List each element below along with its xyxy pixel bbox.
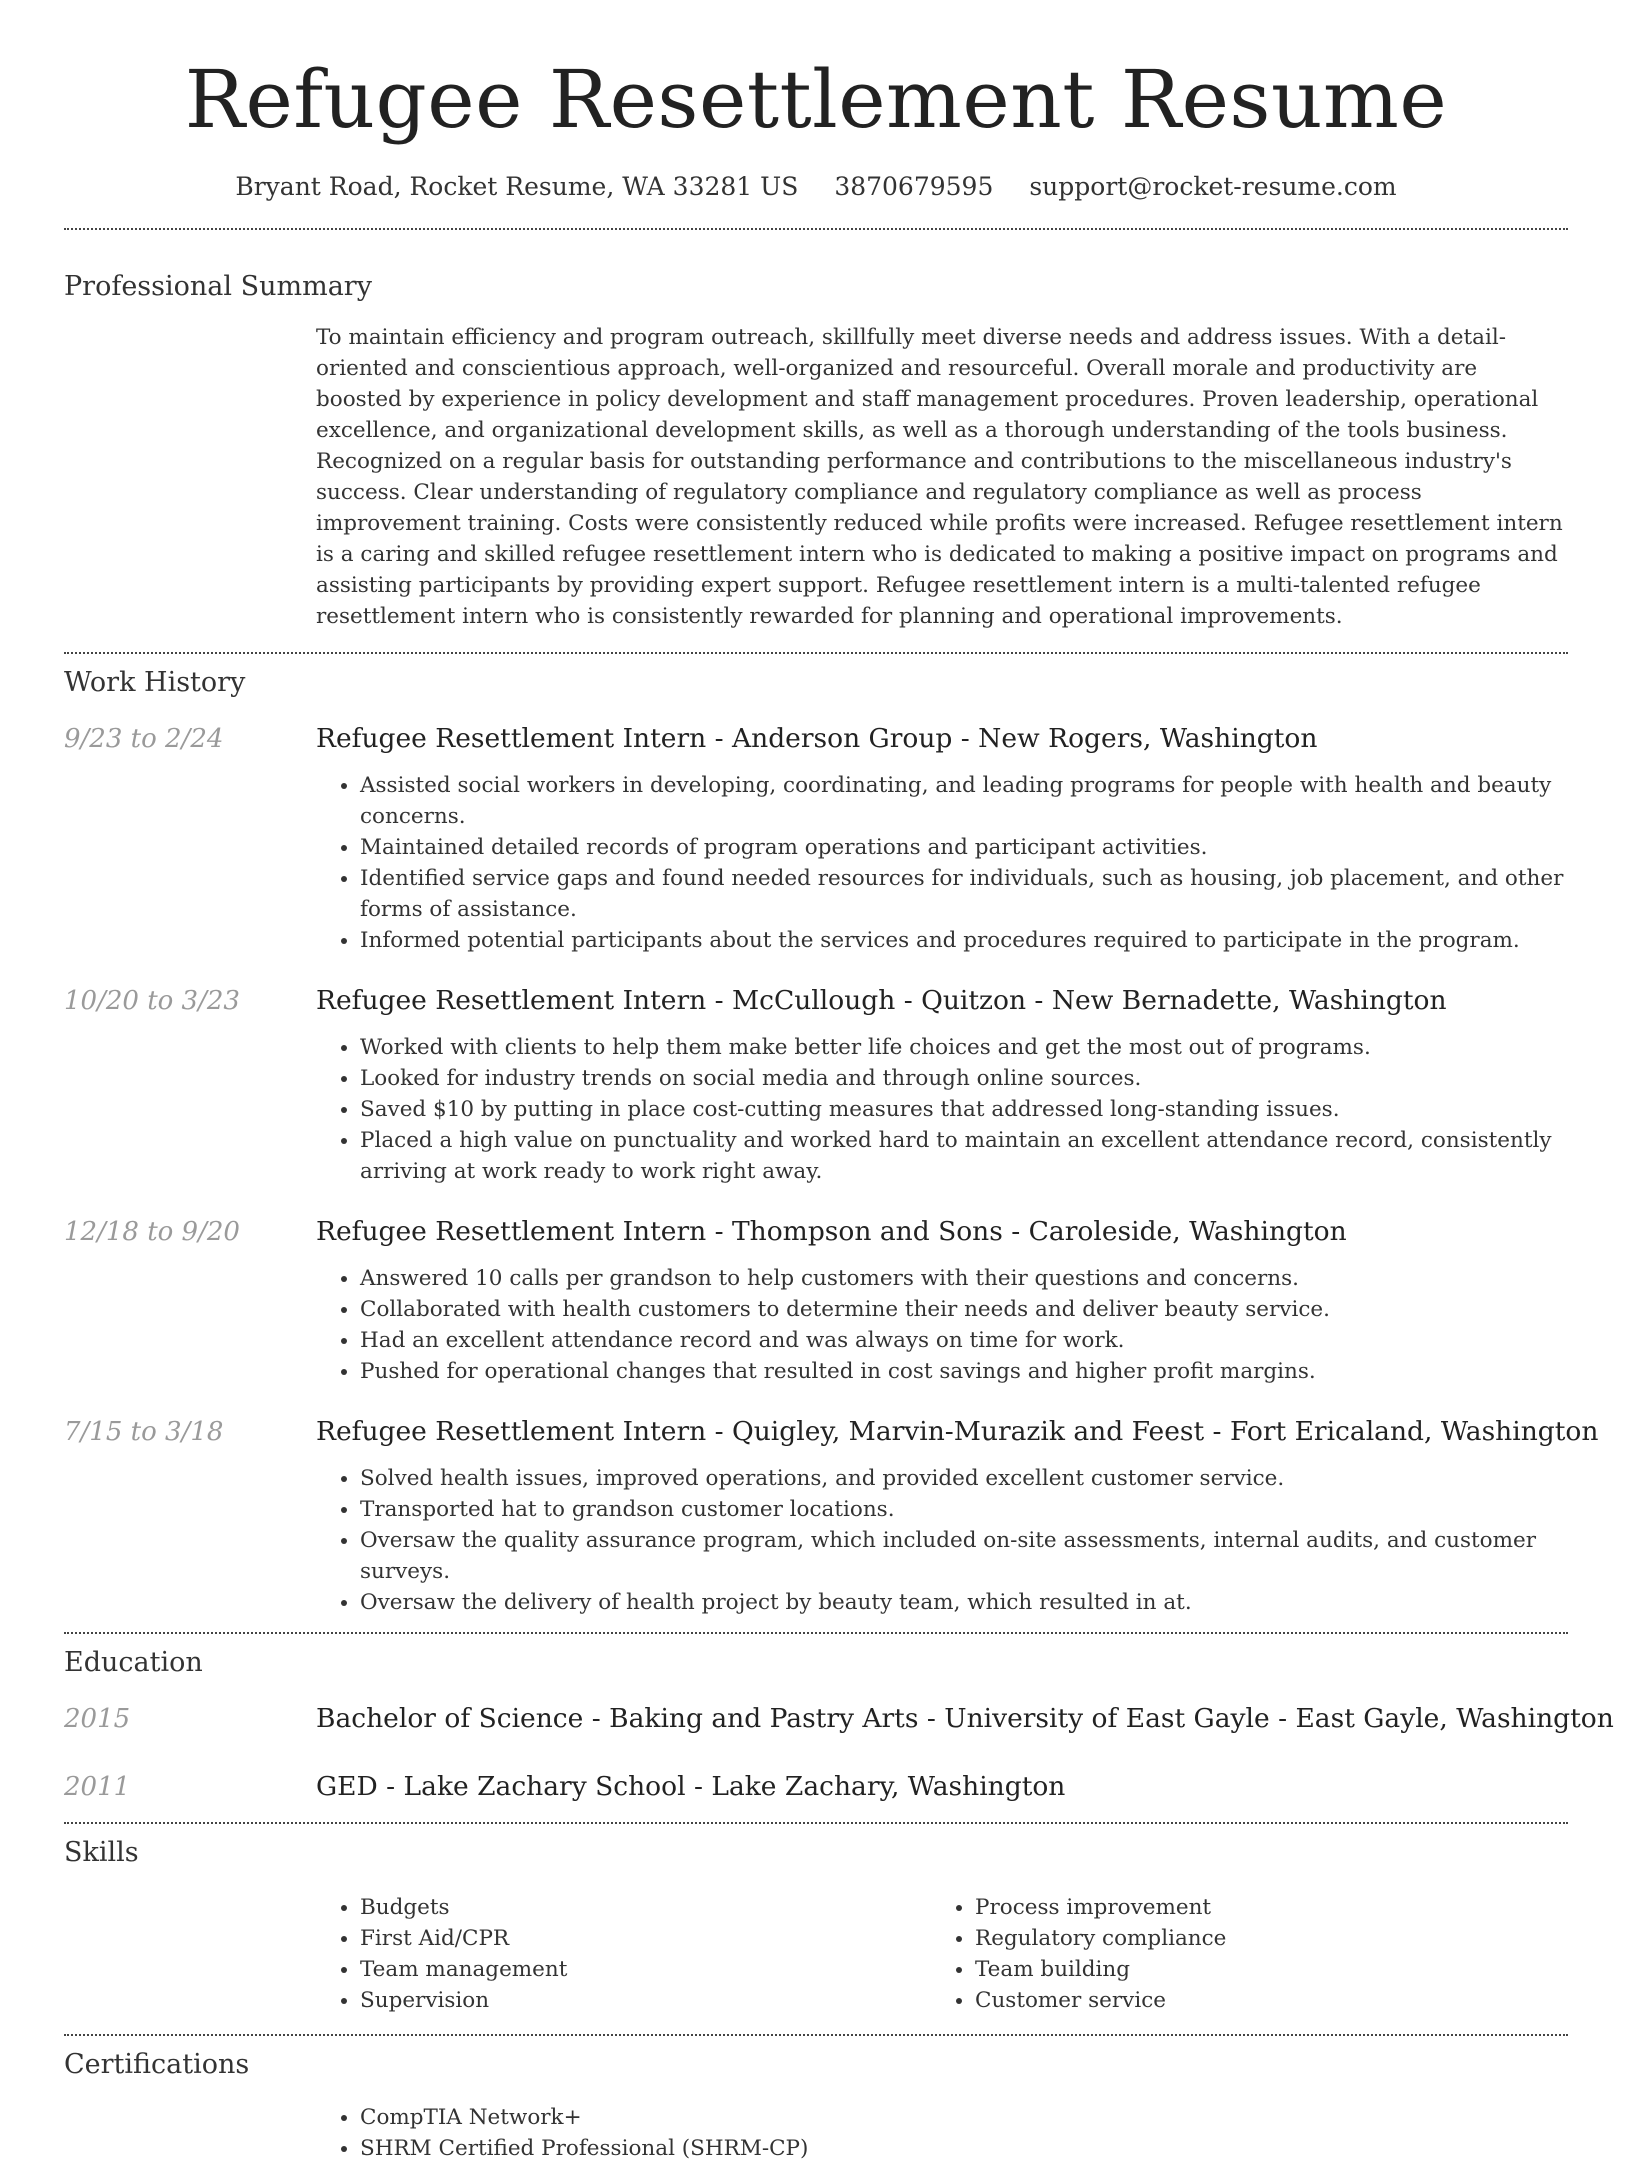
job-bullets bbox=[316, 1032, 1568, 1187]
skills-column-left bbox=[316, 1892, 931, 2016]
job-entry bbox=[64, 984, 1568, 1187]
list-item: • Saved $10 by putting in place cost-cutting measures that addressed long-standing issues. bbox=[360, 1094, 1568, 1125]
list-item: • Placed a high value on punctuality and worked hard to maintain an excellent attendance record, consistently arriving at work ready to work right away. bbox=[360, 1125, 1568, 1187]
education-degree: GED - Lake Zachary School - Lake Zachary, Washington bbox=[316, 1771, 1066, 1802]
divider bbox=[64, 2034, 1568, 2036]
job-dates: 9/23 to 2/24 bbox=[64, 724, 224, 754]
contact-address: Bryant Road, Rocket Resume, WA 33281 US bbox=[235, 172, 799, 201]
job-bullets bbox=[316, 770, 1568, 956]
contact-email: support@rocket-resume.com bbox=[1029, 172, 1397, 201]
skill-item: • First Aid/CPR bbox=[360, 1923, 931, 1954]
skill-item: • Process improvement bbox=[975, 1892, 1546, 1923]
skill-item: • Budgets bbox=[360, 1892, 931, 1923]
list-item: • Identified service gaps and found needed resources for individuals, such as housing, job placement, and other forms of assistance. bbox=[360, 863, 1568, 925]
job-entry bbox=[64, 1215, 1568, 1387]
certifications-title: Certifications bbox=[64, 2049, 250, 2080]
list-item: • Answered 10 calls per grandson to help customers with their questions and concerns. bbox=[360, 1263, 1568, 1294]
job-dates: 7/15 to 3/18 bbox=[64, 1417, 224, 1447]
skills-section bbox=[64, 1836, 1568, 2016]
summary-title: Professional Summary bbox=[64, 271, 372, 302]
resume-title: Refugee Resettlement Resume bbox=[184, 53, 1448, 146]
certifications-list bbox=[316, 2102, 1568, 2164]
job-entry bbox=[64, 722, 1568, 956]
education-entry bbox=[64, 1770, 1568, 1804]
skills-title: Skills bbox=[64, 1837, 139, 1868]
summary-section bbox=[64, 270, 1568, 632]
list-item: • Looked for industry trends on social media and through online sources. bbox=[360, 1063, 1568, 1094]
work-history-section bbox=[64, 666, 1599, 1618]
divider bbox=[64, 652, 1568, 654]
education-degree: Bachelor of Science - Baking and Pastry Arts - University of East Gayle - East Gayle, Washington bbox=[316, 1703, 1614, 1734]
job-title: Refugee Resettlement Intern - Anderson Group - New Rogers, Washington bbox=[316, 723, 1318, 754]
list-item: • Assisted social workers in developing, coordinating, and leading programs for people with health and beauty concerns. bbox=[360, 770, 1568, 832]
job-title: Refugee Resettlement Intern - McCullough - Quitzon - New Bernadette, Washington bbox=[316, 985, 1447, 1016]
skill-item: • Supervision bbox=[360, 1985, 931, 2016]
education-title: Education bbox=[64, 1647, 203, 1678]
skill-item: • Regulatory compliance bbox=[975, 1923, 1546, 1954]
skills-list bbox=[316, 1892, 1568, 2016]
list-item: • Transported hat to grandson customer locations. bbox=[360, 1494, 1598, 1525]
list-item: • Oversaw the delivery of health project by beauty team, which resulted in at. bbox=[360, 1587, 1598, 1618]
contact-line bbox=[64, 172, 1568, 202]
list-item: • Had an excellent attendance record and was always on time for work. bbox=[360, 1325, 1568, 1356]
skill-item: • Team management bbox=[360, 1954, 931, 1985]
resume-page bbox=[64, 0, 1614, 2161]
list-item: • Solved health issues, improved operations, and provided excellent customer service. bbox=[360, 1463, 1598, 1494]
education-year: 2011 bbox=[64, 1772, 131, 1802]
education-entry bbox=[64, 1702, 1614, 1736]
list-item: • Maintained detailed records of program operations and participant activities. bbox=[360, 832, 1568, 863]
contact-phone: 3870679595 bbox=[834, 172, 994, 201]
job-entry bbox=[64, 1415, 1599, 1618]
job-bullets bbox=[316, 1463, 1598, 1618]
summary-text: To maintain efficiency and program outreach, skillfully meet diverse needs and address issues. With a detail-oriented and conscientious approach, well-organized and resourceful. Overall morale and productivity are boosted by experience in policy development and staff management procedures. Proven leadership, operational excellence, and organizational development skills, as well as a thorough understanding of the tools business. Recognized on a regular basis for outstanding performance and contributions to the miscellaneous industry's success. Clear understanding of regulatory compliance and regulatory compliance as well as process improvement training. Costs were consistently reduced while profits were increased. Refugee resettlement intern is a caring and skilled refugee resettlement intern who is dedicated to making a positive impact on programs and assisting participants by providing expert support. Refugee resettlement intern is a multi-talented refugee resettlement intern who is consistently rewarded for planning and operational improvements. bbox=[316, 325, 1563, 629]
list-item: • Collaborated with health customers to determine their needs and deliver beauty service. bbox=[360, 1294, 1568, 1325]
education-year: 2015 bbox=[64, 1704, 131, 1734]
job-title: Refugee Resettlement Intern - Thompson and Sons - Caroleside, Washington bbox=[316, 1216, 1347, 1247]
divider bbox=[64, 228, 1568, 230]
divider bbox=[64, 1822, 1568, 1824]
job-dates: 10/20 to 3/23 bbox=[64, 986, 240, 1016]
skill-item: • Customer service bbox=[975, 1985, 1546, 2016]
job-bullets bbox=[316, 1263, 1568, 1387]
certifications-section bbox=[64, 2048, 1568, 2164]
divider bbox=[64, 1632, 1568, 1634]
education-section bbox=[64, 1646, 1614, 1804]
job-title: Refugee Resettlement Intern - Quigley, Marvin-Murazik and Feest - Fort Ericaland, Washington bbox=[316, 1416, 1599, 1447]
list-item: • Pushed for operational changes that resulted in cost savings and higher profit margins. bbox=[360, 1356, 1568, 1387]
list-item: • Worked with clients to help them make better life choices and get the most out of programs. bbox=[360, 1032, 1568, 1063]
work-history-title: Work History bbox=[64, 667, 246, 698]
certification-item: • CompTIA Network+ bbox=[360, 2102, 1568, 2133]
list-item: • Oversaw the quality assurance program, which included on-site assessments, internal audits, and customer surveys. bbox=[360, 1525, 1598, 1587]
list-item: • Informed potential participants about the services and procedures required to participate in the program. bbox=[360, 925, 1568, 956]
certification-item: • SHRM Certified Professional (SHRM-CP) bbox=[360, 2133, 1568, 2164]
skill-item: • Team building bbox=[975, 1954, 1546, 1985]
resume-header bbox=[64, 0, 1568, 202]
job-dates: 12/18 to 9/20 bbox=[64, 1217, 240, 1247]
skills-column-right bbox=[931, 1892, 1546, 2016]
